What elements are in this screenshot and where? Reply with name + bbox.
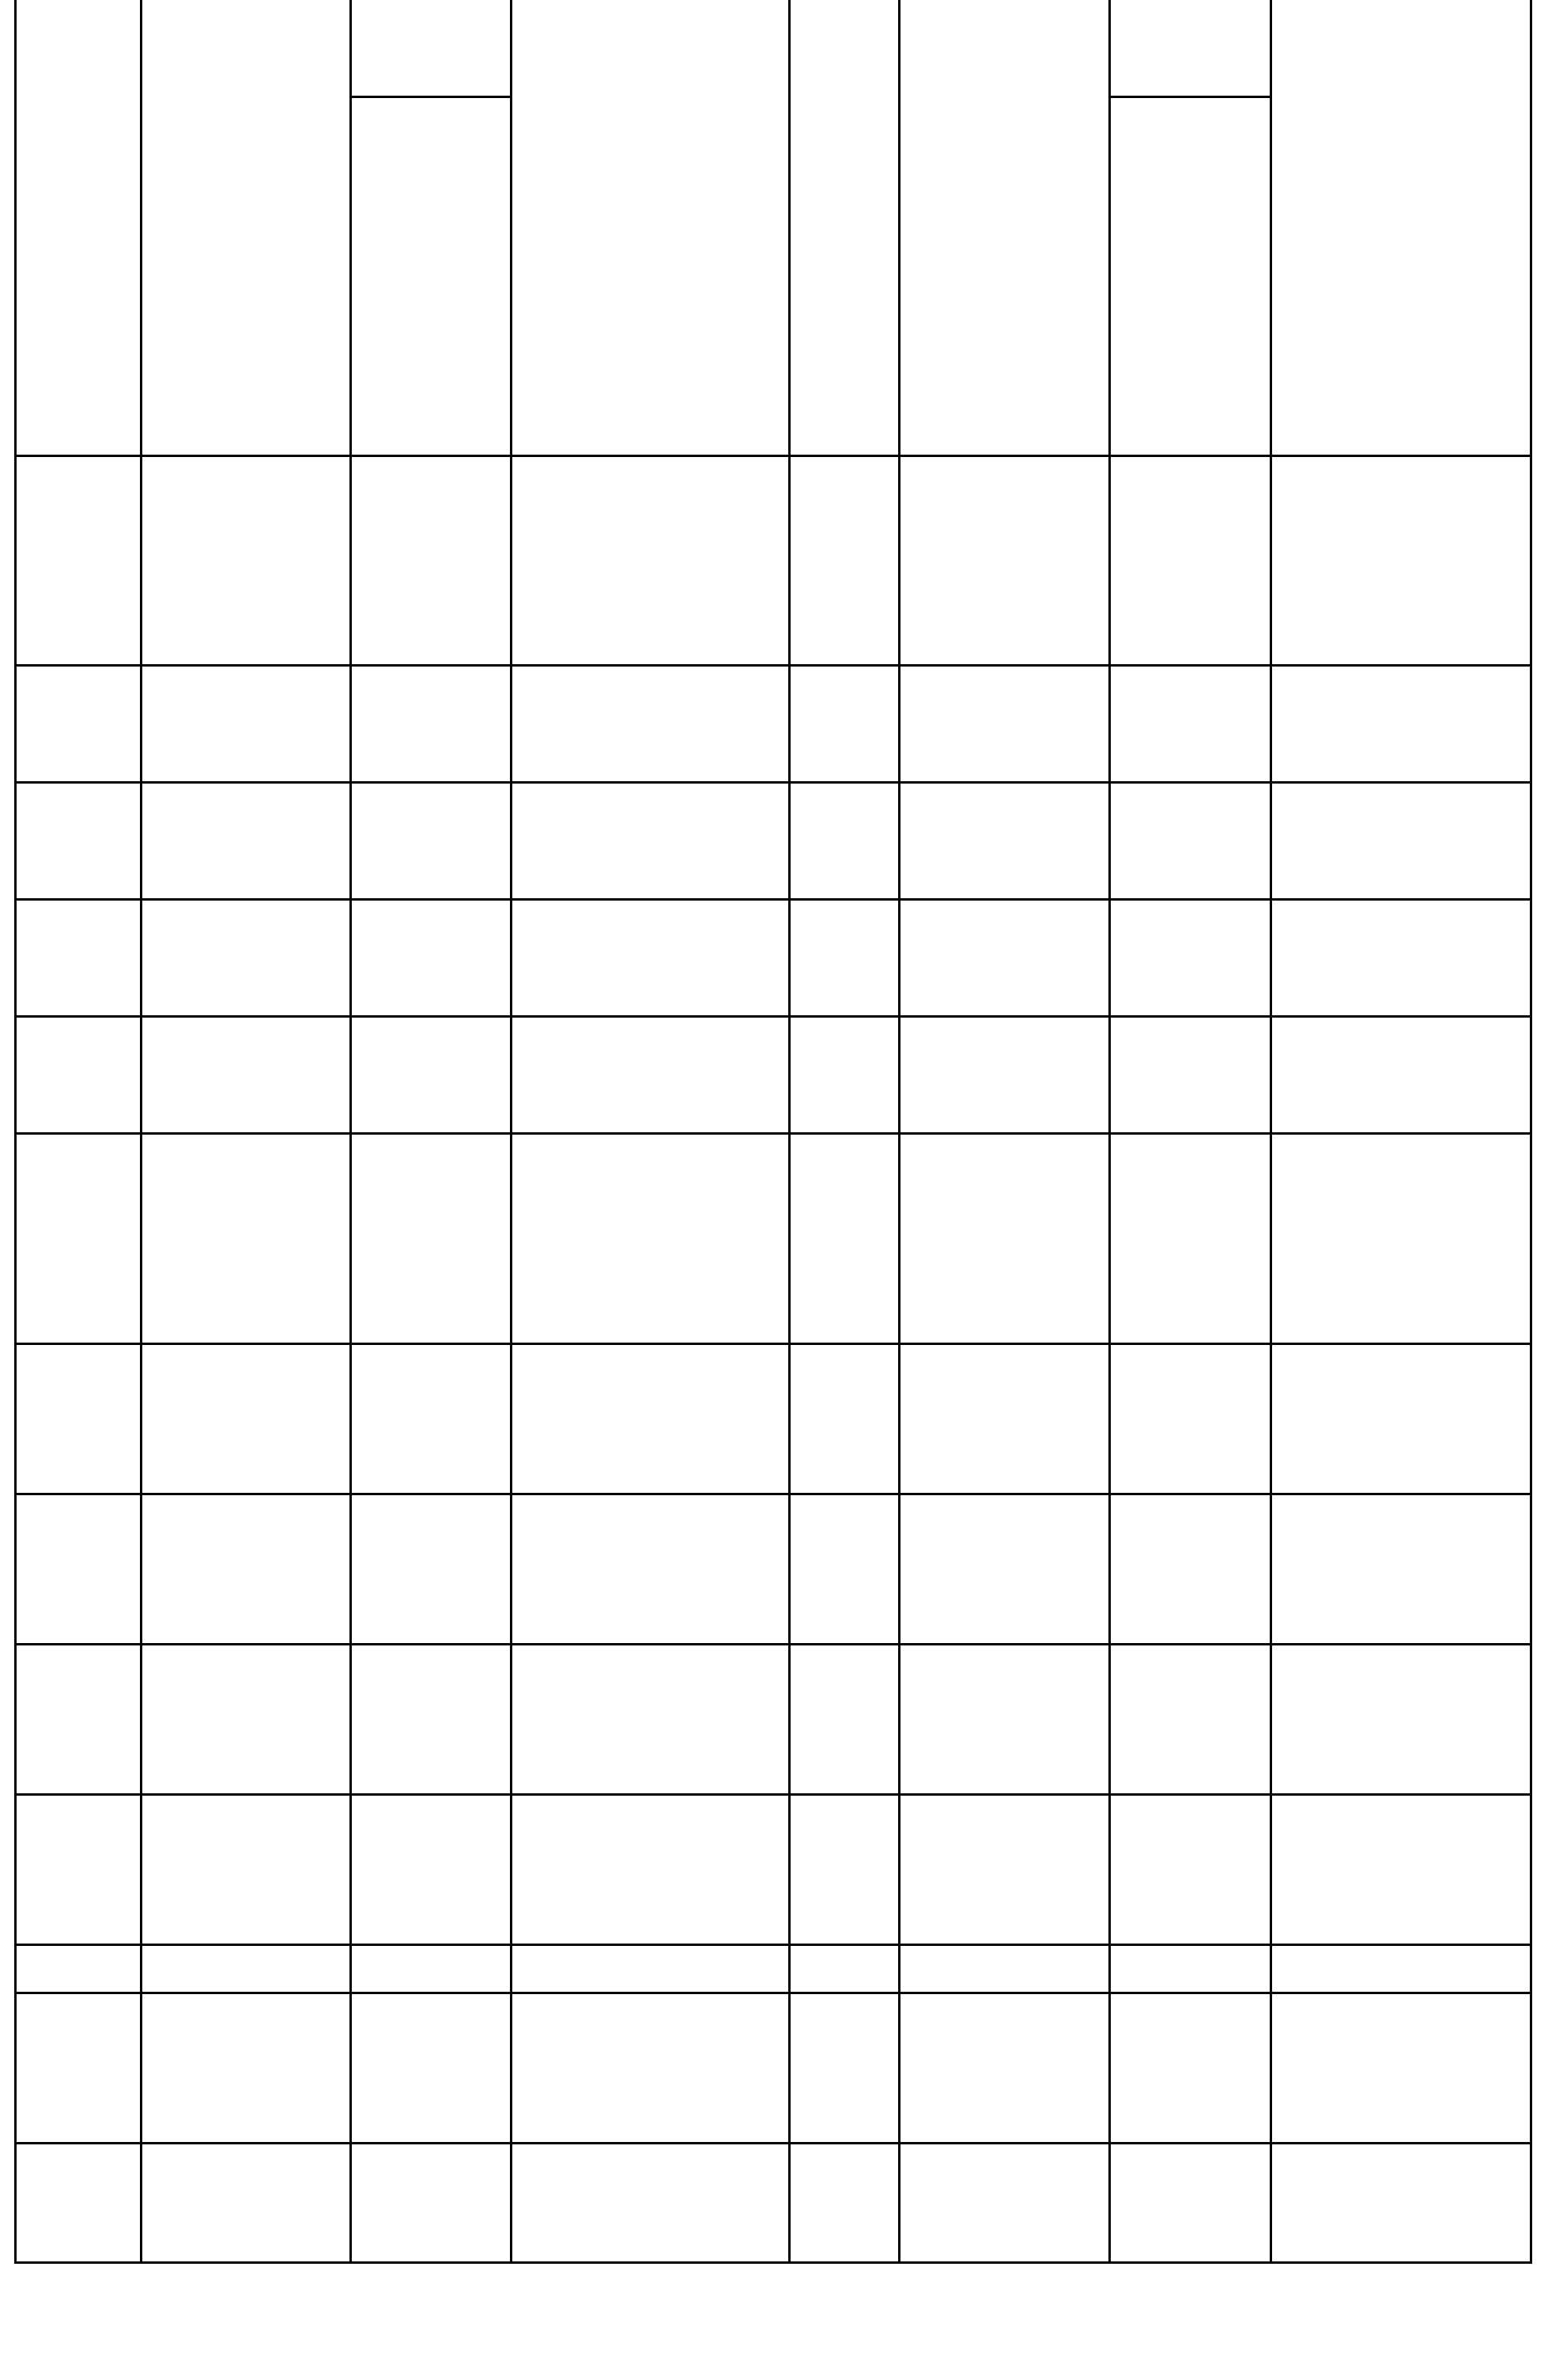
row-11-pin-b — [791, 457, 898, 664]
row-18-function-a — [512, 1495, 788, 1643]
row-20-circuit-a — [352, 1796, 510, 1944]
row-14-pin-b — [791, 901, 898, 1015]
row-17-pin-a — [17, 1345, 140, 1493]
row-18-wire-color-b — [900, 1495, 1108, 1643]
row-13-function-a — [512, 784, 788, 898]
row-12-function-a — [512, 667, 788, 781]
row-17-function-a — [512, 1345, 788, 1493]
row-13-pin-b — [791, 784, 898, 898]
row-19-wire-color-a — [142, 1645, 349, 1793]
row-17-circuit-b — [1111, 1345, 1270, 1493]
row-19-function-b — [1272, 1645, 1530, 1793]
row-10-function-b — [1272, 2, 1530, 455]
row-12-circuit-b — [1111, 667, 1270, 781]
row-12-circuit-a — [352, 667, 510, 781]
row-18-circuit-a — [352, 1495, 510, 1643]
grid-horizontal-line — [14, 1944, 1532, 1946]
row-19-pin-a — [17, 1645, 140, 1793]
row-14-pin-a — [17, 901, 140, 1015]
row-17-circuit-a — [352, 1345, 510, 1493]
row-20-wire-color-a — [142, 1796, 349, 1944]
grid-horizontal-line — [14, 1343, 1532, 1345]
row-24-circuit-a — [352, 2264, 510, 2380]
row-22-function-a — [512, 1994, 788, 2142]
row-15-wire-color-a — [142, 1018, 349, 1132]
row-19-wire-color-b — [900, 1645, 1108, 1793]
row-18-pin-a — [17, 1495, 140, 1643]
row-16-circuit-a — [352, 1135, 510, 1343]
circuit-b-continued — [1111, 2, 1270, 96]
row-16-circuit-b — [1111, 1135, 1270, 1343]
row-11-function-b — [1272, 457, 1530, 664]
row-23-function-a — [512, 2144, 788, 2261]
row-10-function-a — [512, 2, 788, 455]
row-23-pin-b — [791, 2144, 898, 2261]
row-22-circuit-b — [1111, 1994, 1270, 2142]
row-11-function-a — [512, 457, 788, 664]
row-20-wire-color-b — [900, 1796, 1108, 1944]
grid-horizontal-line — [14, 1132, 1532, 1135]
row-21-pin-a — [17, 1946, 140, 1992]
row-18-wire-color-a — [142, 1495, 349, 1643]
row-19-pin-b — [791, 1645, 898, 1793]
row-15-pin-a — [17, 1018, 140, 1132]
row-11-circuit-b — [1111, 457, 1270, 664]
row-18-pin-b — [791, 1495, 898, 1643]
row-23-circuit-a — [352, 2144, 510, 2261]
row-12-wire-color-a — [142, 667, 349, 781]
row-21-circuit-b — [1111, 1946, 1270, 1992]
row-21-function-a — [512, 1946, 788, 1992]
row-22-function-b — [1272, 1994, 1530, 2142]
grid-horizontal-line — [14, 898, 1532, 901]
row-15-circuit-a — [352, 1018, 510, 1132]
grid-horizontal-line — [14, 781, 1532, 784]
row-16-wire-color-a — [142, 1135, 349, 1343]
row-20-pin-a — [17, 1796, 140, 1944]
row-22-pin-b — [791, 1994, 898, 2142]
row-13-circuit-b — [1111, 784, 1270, 898]
row-23-pin-a — [17, 2144, 140, 2261]
row-24-wire-color-b — [900, 2264, 1108, 2380]
row-11-pin-a — [17, 457, 140, 664]
row-17-function-b — [1272, 1345, 1530, 1493]
grid-horizontal-line — [14, 2142, 1532, 2144]
row-17-wire-color-b — [900, 1345, 1108, 1493]
row-15-pin-b — [791, 1018, 898, 1132]
row-14-circuit-a — [352, 901, 510, 1015]
row-14-wire-color-a — [142, 901, 349, 1015]
row-19-function-a — [512, 1645, 788, 1793]
grid-horizontal-line — [14, 2261, 1532, 2264]
row-12-pin-b — [791, 667, 898, 781]
row-11-circuit-a — [352, 457, 510, 664]
row-19-circuit-b — [1111, 1645, 1270, 1793]
row-10-pin-b — [791, 2, 898, 455]
row-24-wire-color-a — [142, 2264, 349, 2380]
row-11-wire-color-a — [142, 457, 349, 664]
row-15-wire-color-b — [900, 1018, 1108, 1132]
row-14-circuit-b — [1111, 901, 1270, 1015]
row-15-circuit-b — [1111, 1018, 1270, 1132]
grid-horizontal-line — [14, 1493, 1532, 1495]
row-21-wire-color-b — [900, 1946, 1108, 1992]
row-13-wire-color-a — [142, 784, 349, 898]
grid-horizontal-line — [14, 1793, 1532, 1796]
row-13-pin-a — [17, 784, 140, 898]
row-21-function-b — [1272, 1946, 1530, 1992]
row-10-circuit-a — [352, 98, 510, 455]
row-10-pin-a — [17, 2, 140, 455]
row-13-function-b — [1272, 784, 1530, 898]
row-24-function-b — [1272, 2264, 1530, 2380]
row-10-wire-color-b — [900, 2, 1108, 455]
row-13-circuit-a — [352, 784, 510, 898]
row-20-circuit-b — [1111, 1796, 1270, 1944]
row-12-function-b — [1272, 667, 1530, 781]
grid-horizontal-line — [14, 1643, 1532, 1645]
row-19-circuit-a — [352, 1645, 510, 1793]
row-10-wire-color-a — [142, 2, 349, 455]
row-17-wire-color-a — [142, 1345, 349, 1493]
row-15-function-a — [512, 1018, 788, 1132]
row-18-function-b — [1272, 1495, 1530, 1643]
row-24-circuit-b — [1111, 2264, 1270, 2380]
row-14-function-a — [512, 901, 788, 1015]
row-21-wire-color-a — [142, 1946, 349, 1992]
row-20-function-a — [512, 1796, 788, 1944]
row-15-function-b — [1272, 1018, 1530, 1132]
row-23-circuit-b — [1111, 2144, 1270, 2261]
row-13-wire-color-b — [900, 784, 1108, 898]
grid-horizontal-line — [14, 1992, 1532, 1994]
grid-horizontal-line — [1108, 96, 1272, 98]
row-11-wire-color-b — [900, 457, 1108, 664]
row-24-pin-b — [791, 2264, 898, 2380]
row-24-function-a — [512, 2264, 788, 2380]
row-16-pin-a — [17, 1135, 140, 1343]
row-23-function-b — [1272, 2144, 1530, 2261]
grid-horizontal-line — [349, 96, 512, 98]
row-10-circuit-b — [1111, 98, 1270, 455]
row-22-pin-a — [17, 1994, 140, 2142]
row-20-pin-b — [791, 1796, 898, 1944]
row-23-wire-color-b — [900, 2144, 1108, 2261]
row-17-pin-b — [791, 1345, 898, 1493]
grid-horizontal-line — [14, 664, 1532, 667]
row-22-circuit-a — [352, 1994, 510, 2142]
row-22-wire-color-b — [900, 1994, 1108, 2142]
row-22-wire-color-a — [142, 1994, 349, 2142]
row-18-circuit-b — [1111, 1495, 1270, 1643]
row-16-function-b — [1272, 1135, 1530, 1343]
row-16-wire-color-b — [900, 1135, 1108, 1343]
row-23-wire-color-a — [142, 2144, 349, 2261]
row-16-pin-b — [791, 1135, 898, 1343]
row-12-pin-a — [17, 667, 140, 781]
row-20-function-b — [1272, 1796, 1530, 1944]
grid-horizontal-line — [14, 455, 1532, 457]
grid-horizontal-line — [14, 1015, 1532, 1018]
row-14-function-b — [1272, 901, 1530, 1015]
row-14-wire-color-b — [900, 901, 1108, 1015]
row-21-circuit-a — [352, 1946, 510, 1992]
row-24-pin-a — [17, 2264, 140, 2380]
row-21-pin-b — [791, 1946, 898, 1992]
row-12-wire-color-b — [900, 667, 1108, 781]
row-16-function-a — [512, 1135, 788, 1343]
circuit-a-continued — [352, 2, 510, 96]
